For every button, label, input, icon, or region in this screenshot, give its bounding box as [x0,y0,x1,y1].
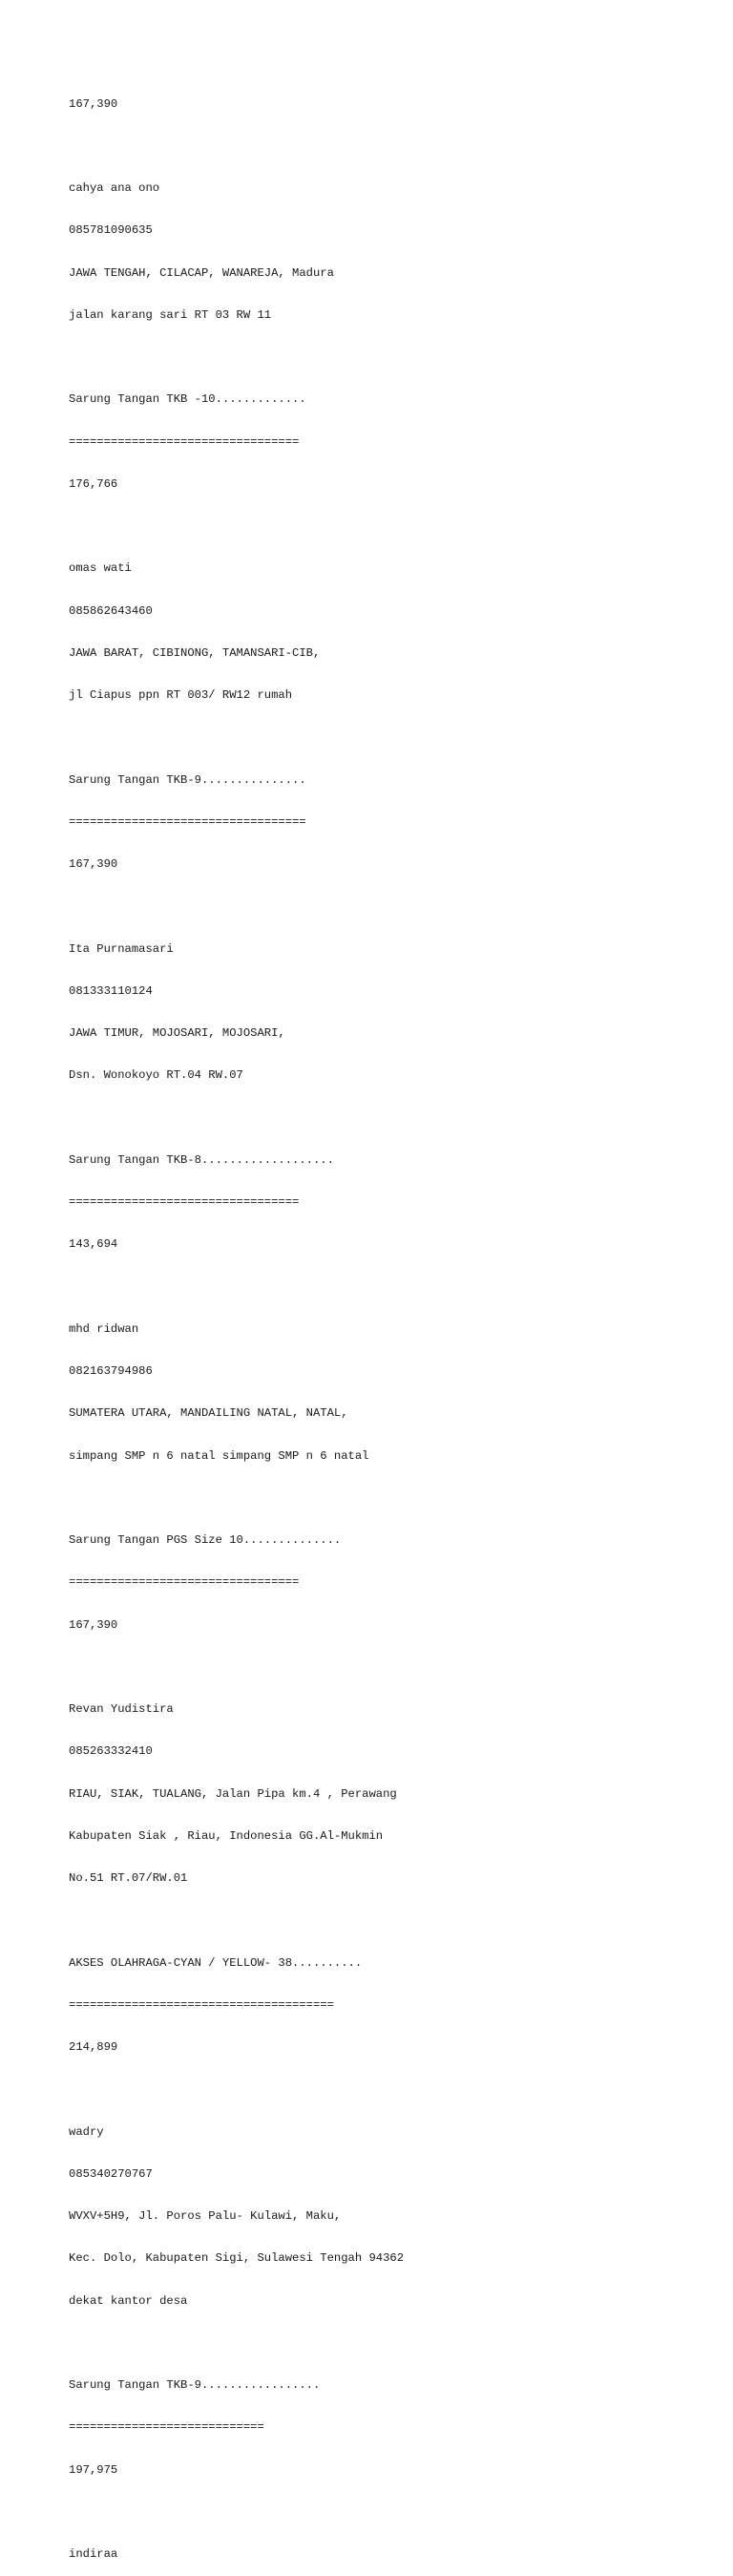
blank-line [69,1913,699,1928]
text-line: mhd ridwan [69,1321,139,1336]
blank-line [69,2336,699,2351]
text-line: 176,766 [69,476,118,491]
text-line: Dsn. Wonokoyo RT.04 RW.07 [69,1068,243,1083]
text-line: WVXV+5H9, Jl. Poros Palu- Kulawi, Maku, [69,2209,342,2223]
text-line: wadry [69,2124,104,2139]
blank-line [69,139,699,154]
text-line: simpang SMP n 6 natal simpang SMP n 6 natal [69,1448,369,1463]
text-line: 197,975 [69,2462,118,2477]
text-line: 167,390 [69,96,118,111]
text-line: 167,390 [69,1617,118,1632]
separator-line: ================================= [69,434,300,449]
separator-line: ================================== [69,814,306,829]
document-page [69,69,699,2576]
separator-line: ====================================== [69,1997,334,2012]
text-line: indiraa [69,2547,118,2561]
text-line: AKSES OLAHRAGA-CYAN / YELLOW- 38.......... [69,1955,363,1970]
text-line: Sarung Tangan TKB-9............... [69,772,306,787]
text-line: Revan Yudistira [69,1702,174,1716]
text-line: JAWA TIMUR, MOJOSARI, MOJOSARI, [69,1026,285,1040]
text-line: 085781090635 [69,223,153,238]
text-line: 085340270767 [69,2166,153,2181]
text-line: jl Ciapus ppn RT 003/ RW12 rumah [69,688,293,702]
blank-line [69,2082,699,2097]
blank-line [69,519,699,534]
text-line: Sarung Tangan TKB-8................... [69,1152,334,1167]
text-line: Kabupaten Siak , Riau, Indonesia GG.Al-Mukmin [69,1828,384,1843]
text-line: 085263332410 [69,1744,153,1759]
blank-line [69,1280,699,1295]
text-line: dekat kantor desa [69,2293,188,2308]
text-line: SUMATERA UTARA, MANDAILING NATAL, NATAL, [69,1406,348,1421]
text-line: cahya ana ono [69,181,160,195]
separator-line: ================================= [69,1575,300,1590]
text-line: Sarung Tangan PGS Size 10.............. [69,1533,342,1547]
blank-line [69,1111,699,1126]
blank-line [69,1660,699,1675]
blank-line [69,350,699,365]
text-line: Sarung Tangan TKB -10............. [69,392,306,407]
text-line: RIAU, SIAK, TUALANG, Jalan Pipa km.4 , Perawang [69,1786,397,1801]
text-line: 082163794986 [69,1364,153,1378]
text-line: 143,694 [69,1237,118,1252]
text-line: JAWA BARAT, CIBINONG, TAMANSARI-CIB, [69,645,321,660]
blank-line [69,730,699,745]
blank-line [69,2505,699,2520]
text-line: 167,390 [69,857,118,871]
separator-line: ================================= [69,1195,300,1209]
text-line: JAWA TENGAH, CILACAP, WANAREJA, Madura [69,265,334,280]
separator-line: ============================ [69,2420,264,2435]
text-line: 081333110124 [69,983,153,998]
blank-line [69,899,699,914]
text-line: 085862643460 [69,603,153,618]
text-line: Sarung Tangan TKB-9................. [69,2378,321,2392]
text-line: No.51 RT.07/RW.01 [69,1871,188,1885]
text-line: Ita Purnamasari [69,941,174,956]
blank-line [69,1491,699,1506]
text-line: 214,899 [69,2040,118,2054]
text-line: jalan karang sari RT 03 RW 11 [69,307,272,322]
text-line: omas wati [69,561,132,576]
text-line: Kec. Dolo, Kabupaten Sigi, Sulawesi Tengah 94362 [69,2251,405,2266]
